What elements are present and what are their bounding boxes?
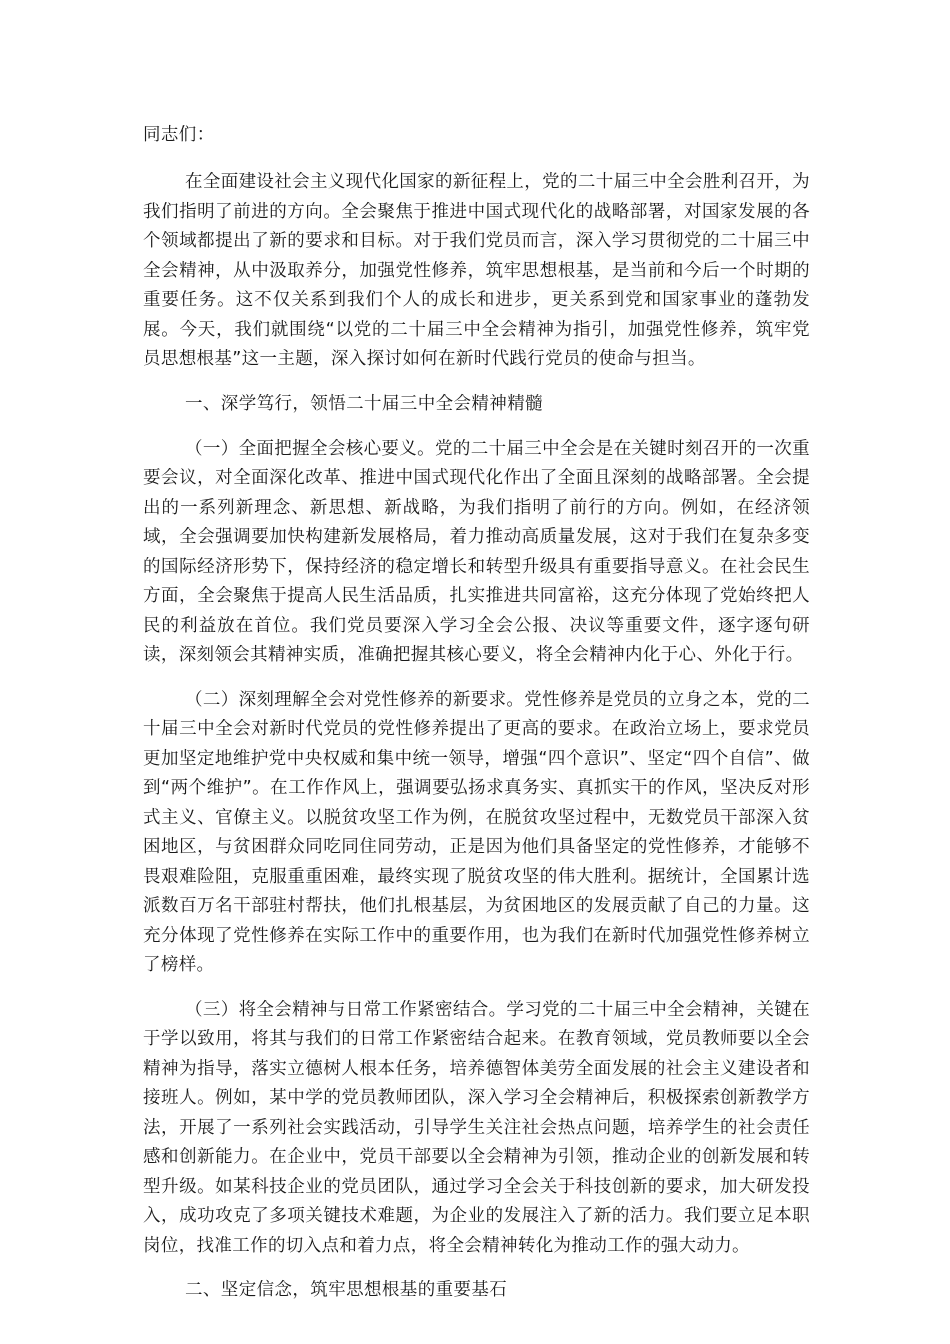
- intro-paragraph: 在全面建设社会主义现代化国家的新征程上，党的二十届三中全会胜利召开，为我们指明了前进的方向。全会聚焦于推进中国式现代化的战略部署，对国家发展的各个领域都提出了新的要求和目标。对于我们党员而言，深入学习贯彻党的二十届三中全会精神，从中汲取养分，加强党性修养，筑牢思想根基，是当前和今后一个时期的重要任务。这不仅关系到我们个人的成长和进步，更关系到党和国家事业的蓬勃发展。今天，我们就围绕“以党的二十届三中全会精神为指引，加强党性修养，筑牢党员思想根基”这一主题，深入探讨如何在新时代践行党员的使命与担当。: [143, 172, 810, 369]
- salutation: 同志们：: [143, 125, 215, 145]
- section-2-heading: 二、坚定信念，筑牢思想根基的重要基石: [185, 1280, 508, 1300]
- subsection-3-paragraph: （三）将全会精神与日常工作紧密结合。学习党的二十届三中全会精神，关键在于学以致用，将其与我们的日常工作紧密结合起来。在教育领域，党员教师要以全会精神为指导，落实立德树人根本任务，培养德智体美劳全面发展的社会主义建设者和接班人。例如，某中学的党员教师团队，深入学习全会精神后，积极探索创新教学方法，开展了一系列社会实践活动，引导学生关注社会热点问题，培养学生的社会责任感和创新能力。在企业中，党员干部要以全会精神为引领，推动企业的创新发展和转型升级。如某科技企业的党员团队，通过学习全会关于科技创新的要求，加大研发投入，成功攻克了多项关键技术难题，为企业的发展注入了新的活力。我们要立足本职岗位，找准工作的切入点和着力点，将全会精神转化为推动工作的强大动力。: [143, 999, 810, 1256]
- document-page: [143, 121, 810, 1321]
- section-1-heading: 一、深学笃行，领悟二十届三中全会精神精髓: [185, 393, 543, 414]
- subsection-2-paragraph: （二）深刻理解全会对党性修养的新要求。党性修养是党员的立身之本，党的二十届三中全会对新时代党员的党性修养提出了更高的要求。在政治立场上，要求党员更加坚定地维护党中央权威和集中统一领导，增强“四个意识”、坚定“四个自信”、做到“两个维护”。在工作作风上，强调要弘扬求真务实、真抓实干的作风，坚决反对形式主义、官僚主义。以脱贫攻坚工作为例，在脱贫攻坚过程中，无数党员干部深入贫困地区，与贫困群众同吃同住同劳动，正是因为他们具备坚定的党性修养，才能够不畏艰难险阻，克服重重困难，最终实现了脱贫攻坚的伟大胜利。据统计，全国累计选派数百万名干部驻村帮扶，他们扎根基层，为贫困地区的发展贡献了自己的力量。这充分体现了党性修养在实际工作中的重要作用，也为我们在新时代加强党性修养树立了榜样。: [143, 689, 810, 975]
- subsection-1-paragraph: （一）全面把握全会核心要义。党的二十届三中全会是在关键时刻召开的一次重要会议，对全面深化改革、推进中国式现代化作出了全面且深刻的战略部署。全会提出的一系列新理念、新思想、新战略，为我们指明了前行的方向。例如，在经济领域，全会强调要加快构建新发展格局，着力推动高质量发展，这对于我们在复杂多变的国际经济形势下，保持经济的稳定增长和转型升级具有重要指导意义。在社会民生方面，全会聚焦于提高人民生活品质，扎实推进共同富裕，这充分体现了党始终把人民的利益放在首位。我们党员要深入学习全会公报、决议等重要文件，逐字逐句研读，深刻领会其精神实质，准确把握其核心要义，将全会精神内化于心、外化于行。: [143, 438, 810, 665]
